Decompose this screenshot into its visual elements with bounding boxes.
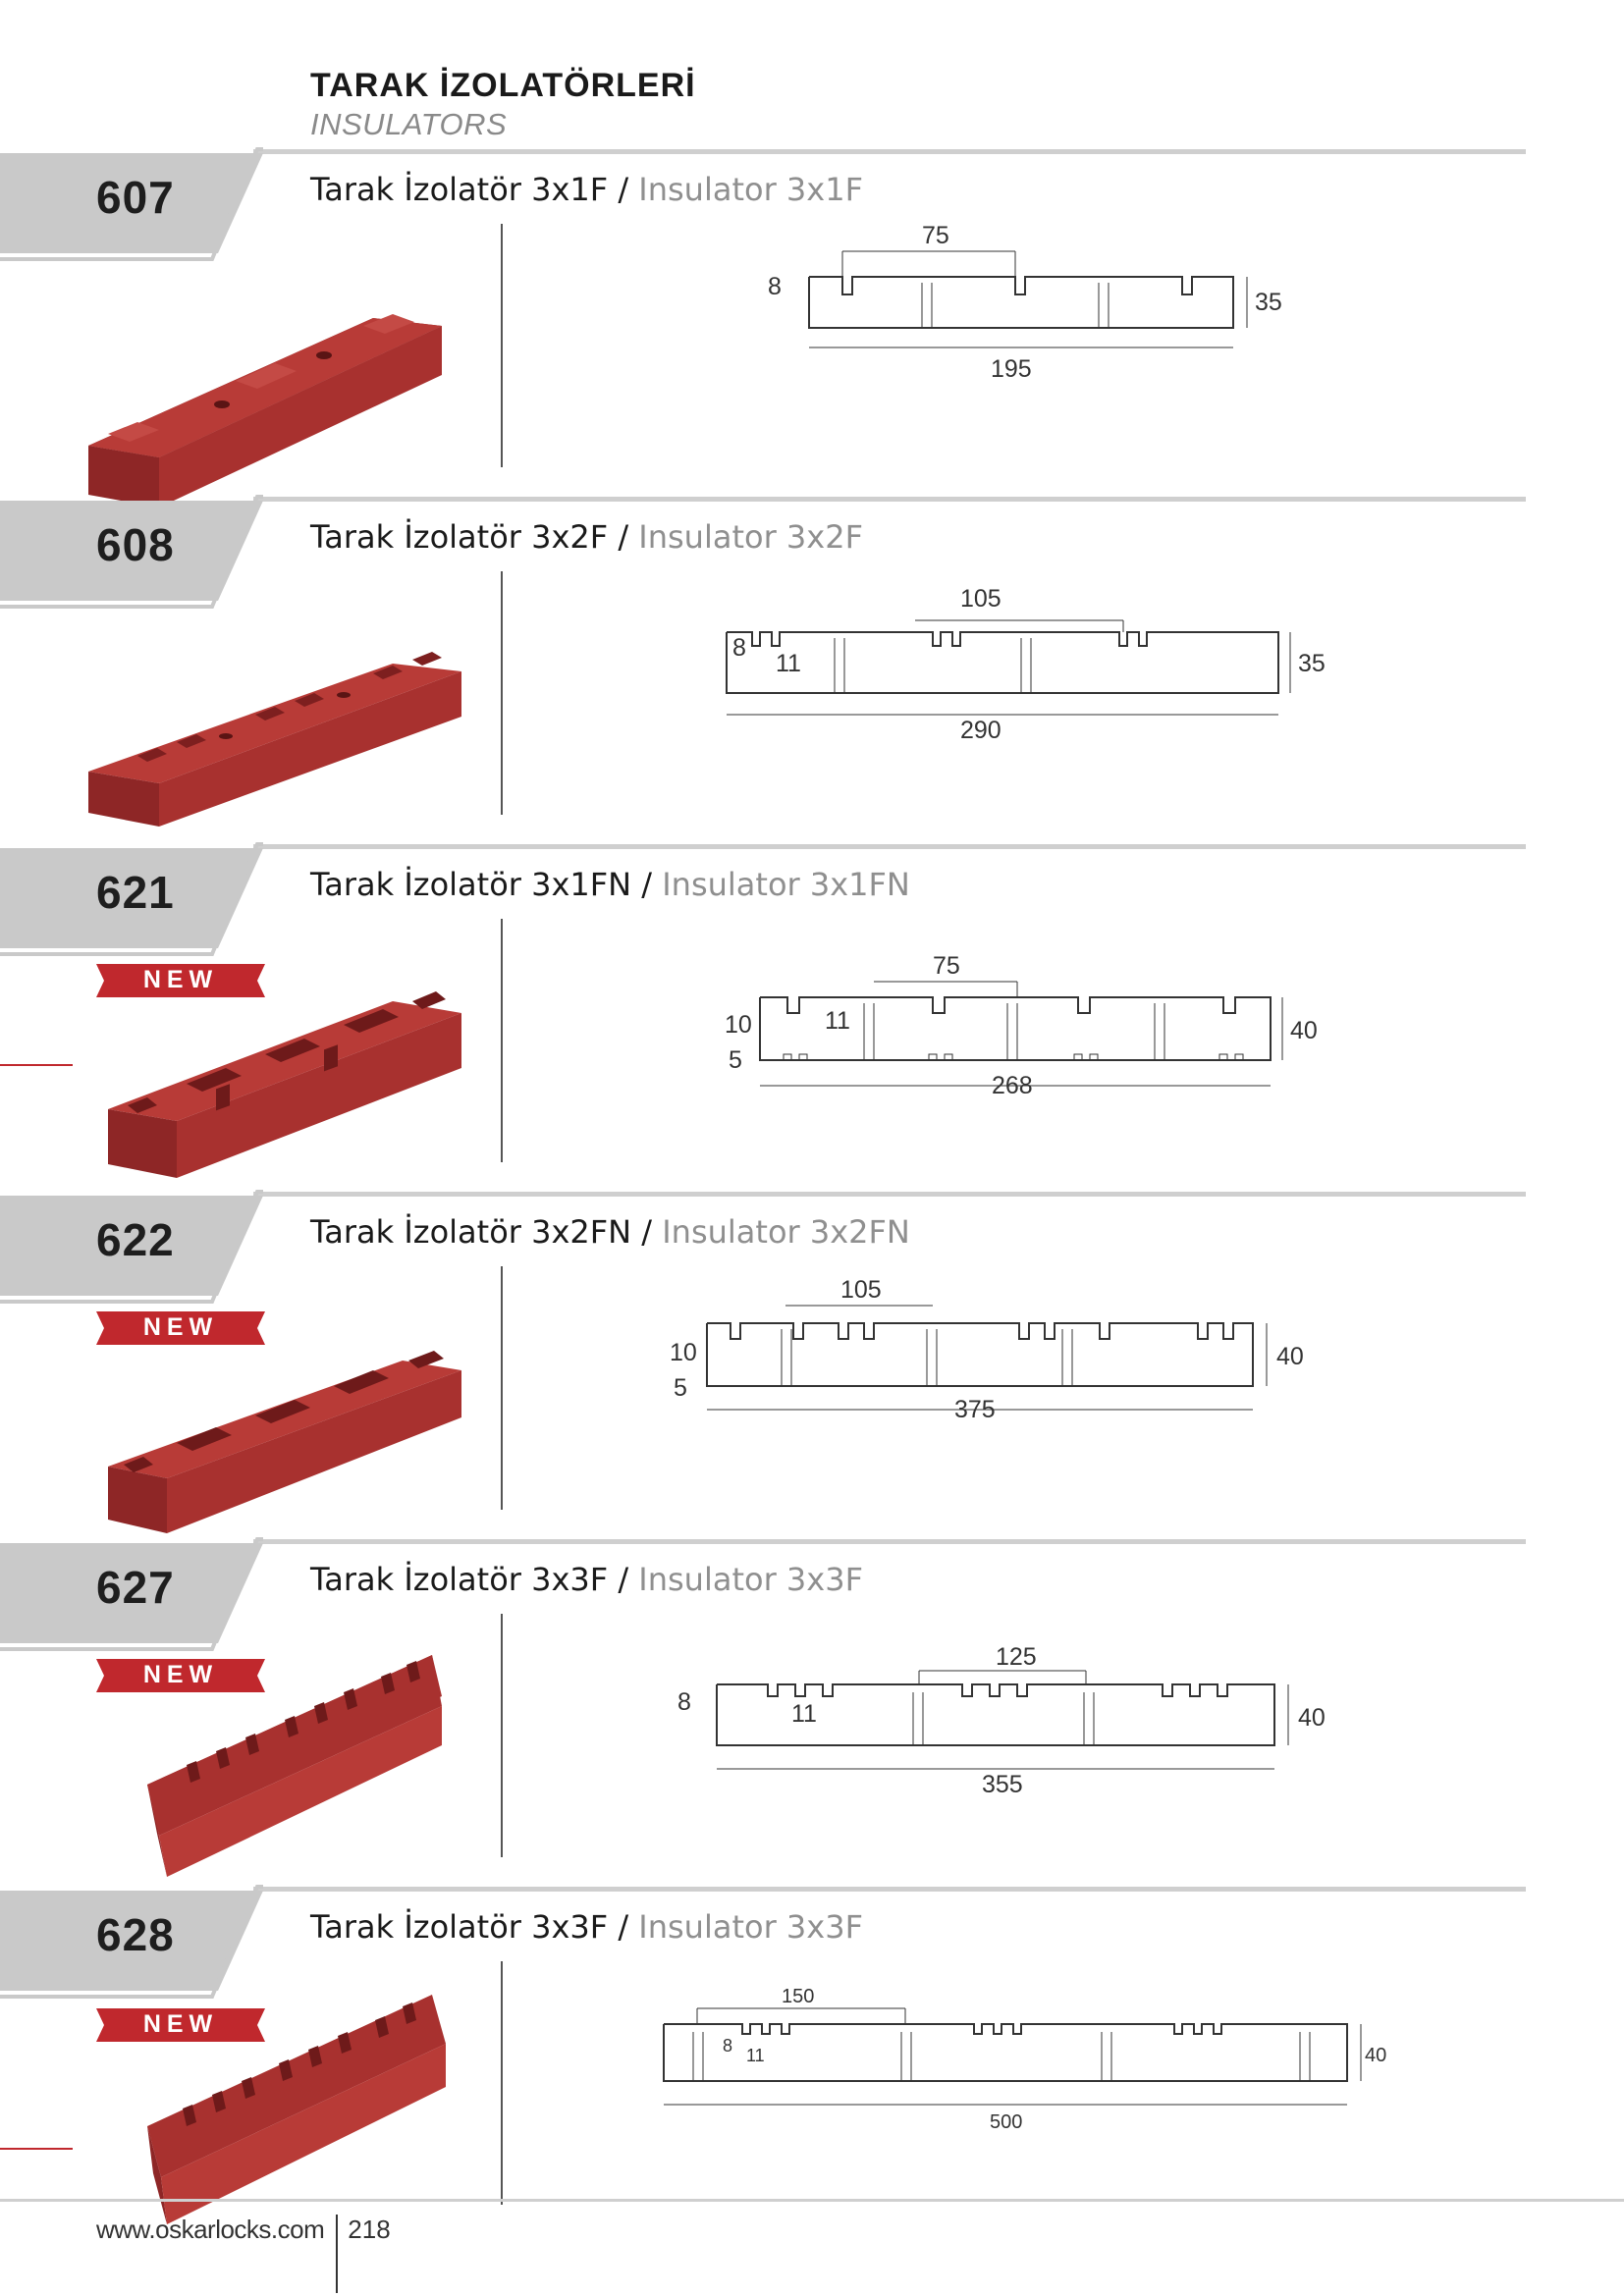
footer-separator [336, 2215, 338, 2293]
edge-marker [0, 1064, 73, 1066]
product-name-tr: Tarak İzolatör 3x3F [310, 1908, 609, 1946]
new-badge-label: NEW [142, 1661, 219, 1688]
page-number: 218 [348, 2215, 391, 2244]
product-name-tr: Tarak İzolatör 3x1FN [310, 866, 632, 903]
column-divider [501, 571, 503, 815]
technical-drawing [697, 548, 1404, 813]
dim-bottom: 5 [729, 1046, 742, 1074]
product-name-en: Insulator 3x1F [638, 171, 863, 208]
section-divider [253, 844, 1526, 849]
dim-pitch: 150 [782, 1986, 815, 2007]
title-separator: / [608, 518, 639, 556]
dim-slot: 8 [677, 1688, 691, 1716]
dim-pitch: 75 [933, 952, 960, 980]
dim-pitch: 105 [840, 1276, 882, 1304]
footer [96, 2215, 391, 2293]
dim-length: 290 [960, 717, 1001, 744]
edge-marker [0, 2148, 73, 2150]
column-divider [501, 1614, 503, 1857]
technical-drawing [648, 1590, 1355, 1855]
technical-drawing [697, 895, 1404, 1160]
page-header [310, 67, 696, 142]
dim-height: 40 [1290, 1017, 1318, 1044]
page-title: TARAK İZOLATÖRLERİ [310, 67, 696, 104]
section-divider [253, 1192, 1526, 1197]
product-image [69, 556, 481, 830]
product-section-621 [0, 844, 1624, 1192]
dim-slot: 10 [725, 1011, 752, 1039]
product-code: 628 [96, 1909, 175, 1960]
technical-drawing [648, 1243, 1355, 1508]
new-badge-label: NEW [142, 1313, 219, 1341]
dim-height: 40 [1276, 1343, 1304, 1370]
product-code: 621 [96, 867, 175, 918]
dim-pitch: 105 [960, 585, 1001, 613]
dim-length: 268 [992, 1072, 1033, 1099]
product-section-627 [0, 1539, 1624, 1887]
column-divider [501, 1961, 503, 2205]
new-badge-label: NEW [142, 966, 219, 993]
page-subtitle: INSULATORS [310, 107, 508, 141]
dim-gap: 11 [746, 2046, 765, 2065]
dim-length: 500 [990, 2111, 1023, 2133]
dim-gap: 11 [791, 1700, 817, 1728]
product-name-en: Insulator 3x1FN [662, 866, 910, 903]
product-name-tr: Tarak İzolatör 3x3F [310, 1561, 609, 1598]
dim-height: 40 [1298, 1704, 1326, 1732]
product-image [69, 208, 481, 483]
product-section-628 [0, 1887, 1624, 2234]
dim-slot: 8 [768, 273, 782, 300]
dim-height: 35 [1298, 650, 1326, 677]
new-badge-label: NEW [142, 2010, 219, 2038]
dim-height: 35 [1255, 289, 1282, 316]
dim-pitch: 125 [996, 1643, 1037, 1671]
footer-divider [0, 2199, 1624, 2202]
product-code: 622 [96, 1214, 175, 1265]
dim-length: 355 [982, 1771, 1023, 1798]
product-name-en: Insulator 3x2F [638, 518, 863, 556]
product-name-tr: Tarak İzolatör 3x1F [310, 171, 609, 208]
dim-bottom: 5 [674, 1374, 687, 1402]
product-image [69, 1251, 481, 1525]
product-section-622 [0, 1192, 1624, 1539]
dim-gap: 11 [776, 650, 801, 677]
title-separator: / [631, 1213, 663, 1251]
dim-length: 195 [991, 355, 1032, 383]
product-image [69, 1598, 481, 1873]
product-image [69, 903, 481, 1178]
dim-height: 40 [1365, 2045, 1387, 2066]
dim-gap: 11 [825, 1007, 850, 1035]
dim-slot: 8 [723, 2036, 733, 2056]
product-image [69, 1946, 481, 2220]
product-code: 608 [96, 519, 175, 570]
product-code: 627 [96, 1562, 175, 1613]
product-section-608 [0, 497, 1624, 844]
technical-drawing [648, 1938, 1387, 2203]
title-separator: / [608, 1908, 639, 1946]
section-divider [253, 149, 1526, 154]
column-divider [501, 224, 503, 467]
footer-url[interactable]: www.oskarlocks.com [96, 2215, 325, 2244]
title-separator: / [631, 866, 663, 903]
product-section-607 [0, 149, 1624, 497]
dim-length: 375 [954, 1396, 996, 1423]
product-name-tr: Tarak İzolatör 3x2FN [310, 1213, 632, 1251]
product-name-en: Insulator 3x2FN [662, 1213, 910, 1251]
dim-pitch: 75 [922, 222, 949, 249]
section-divider [253, 1887, 1526, 1892]
product-name-en: Insulator 3x3F [638, 1561, 863, 1598]
dim-slot: 8 [732, 634, 746, 662]
technical-drawing [750, 200, 1457, 465]
product-code: 607 [96, 172, 175, 223]
column-divider [501, 1266, 503, 1510]
product-name-tr: Tarak İzolatör 3x2F [310, 518, 609, 556]
title-separator: / [608, 1561, 639, 1598]
section-divider [253, 497, 1526, 502]
product-name-en: Insulator 3x3F [638, 1908, 863, 1946]
title-separator: / [608, 171, 639, 208]
section-divider [253, 1539, 1526, 1544]
dim-slot: 10 [670, 1339, 697, 1366]
column-divider [501, 919, 503, 1162]
